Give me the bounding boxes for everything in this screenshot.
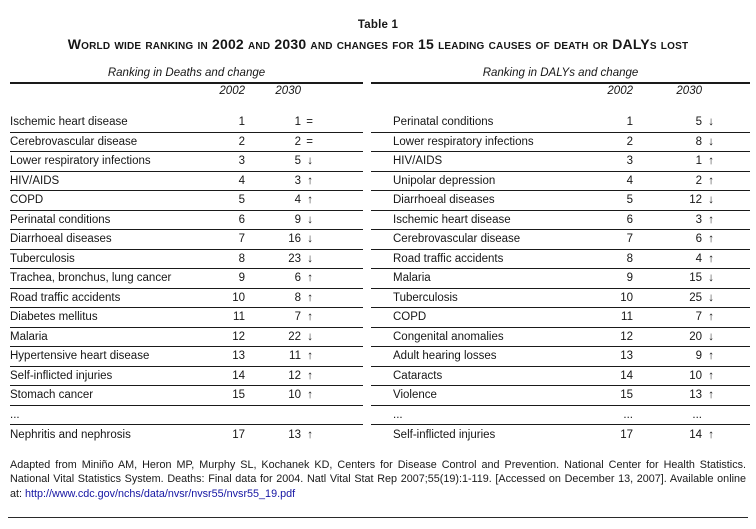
- group-header-dalys: Ranking in DALYs and change: [371, 67, 750, 84]
- table-row: [10, 406, 363, 426]
- rank-2002-cell: 15: [620, 389, 633, 402]
- change-indicator: ↓: [307, 330, 313, 343]
- rank-2030-cell: [258, 233, 363, 245]
- change-indicator: ↑: [708, 369, 714, 382]
- cause-cell: Self-inflicted injuries: [393, 428, 496, 441]
- source-citation: [10, 458, 746, 502]
- rank-2002-cell: 7: [238, 233, 245, 246]
- rank-2030-value: 4: [695, 252, 702, 265]
- deaths-ranking-table: [10, 67, 363, 445]
- cause-cell: HIV/AIDS: [393, 155, 443, 168]
- change-indicator: ↑: [307, 194, 313, 207]
- rank-2002-cell: 1: [626, 116, 633, 129]
- source-citation-text: Adapted from Miniño AM, Heron MP, Murphy SL, Kochanek KD, Centers for Disease Control and Prevention. National Center for Health Statistics. National Vital Statistics System. Deaths: Final data for 2004. Natl Vital Stat Rep 2007;55(19):1-119. [Accessed on December 13, 2007]. Available online at:: [10, 458, 746, 501]
- cause-cell: Self-inflicted injuries: [10, 369, 113, 382]
- rank-2030-value: 9: [294, 213, 301, 226]
- table-row: [371, 152, 750, 172]
- rank-2002-cell: ...: [623, 408, 633, 421]
- change-indicator: ↑: [307, 272, 313, 285]
- rank-2030-cell: [636, 233, 750, 245]
- deaths-table-body: [10, 113, 363, 445]
- change-indicator: ↓: [708, 135, 714, 148]
- change-indicator: ↑: [307, 350, 313, 363]
- table-row: [10, 191, 363, 211]
- rank-2002-cell: 11: [233, 311, 245, 324]
- cause-cell: Trachea, bronchus, lung cancer: [10, 272, 172, 285]
- change-column-spacer: [702, 85, 714, 98]
- table-row: [10, 367, 363, 387]
- table-row: [371, 289, 750, 309]
- ranking-tables: [0, 67, 756, 445]
- rank-2002-cell: 17: [620, 428, 633, 441]
- rank-2030-cell: [258, 311, 363, 323]
- rank-2030-cell: [636, 350, 750, 362]
- cause-cell: Ischemic heart disease: [393, 213, 511, 226]
- rank-2030-value: 16: [288, 233, 301, 246]
- change-indicator: ↑: [708, 350, 714, 363]
- cause-cell: HIV/AIDS: [10, 174, 60, 187]
- rank-2030-value: 8: [294, 291, 301, 304]
- rank-2002-cell: 6: [238, 213, 245, 226]
- rank-2030-value: 3: [695, 213, 702, 226]
- table-row: [371, 211, 750, 231]
- rank-2030-cell: [636, 214, 750, 226]
- change-indicator: =: [306, 135, 313, 148]
- rank-2002-cell: 13: [232, 350, 245, 363]
- rank-2030-value: 2: [695, 174, 702, 187]
- rank-2002-cell: 9: [238, 272, 245, 285]
- cause-column-spacer: [371, 85, 581, 98]
- table-row: [10, 289, 363, 309]
- rank-2030-cell: [258, 136, 363, 148]
- bottom-rule: [8, 517, 748, 518]
- rank-2030-value: 2: [294, 135, 301, 148]
- change-indicator: ↓: [708, 330, 714, 343]
- table-row: [10, 172, 363, 192]
- rank-2030-value: 3: [294, 174, 301, 187]
- rank-2002-cell: 9: [626, 272, 633, 285]
- rank-2030-value: 12: [689, 194, 702, 207]
- rank-2002-cell: 3: [626, 155, 633, 168]
- table-row: [10, 347, 363, 367]
- rank-2002-cell: 14: [232, 369, 245, 382]
- change-indicator: ↓: [307, 155, 313, 168]
- rank-2002-cell: 15: [232, 389, 245, 402]
- change-indicator: ↑: [708, 155, 714, 168]
- cause-cell: Cerebrovascular disease: [10, 135, 138, 148]
- cause-cell: Hypertensive heart disease: [10, 350, 150, 363]
- cause-cell: Congenital anomalies: [393, 330, 504, 343]
- table-row: [371, 172, 750, 192]
- rank-2030-cell: [258, 116, 363, 128]
- cause-cell: Road traffic accidents: [393, 252, 504, 265]
- cause-cell: Road traffic accidents: [10, 291, 121, 304]
- rank-2002-cell: 10: [620, 291, 633, 304]
- col-header-2030-label: 2030: [275, 85, 301, 97]
- rank-2030-value: 8: [695, 135, 702, 148]
- column-header-row: [10, 85, 363, 98]
- table-row: [10, 250, 363, 270]
- table-row: [371, 386, 750, 406]
- rank-2030-cell: [636, 331, 750, 343]
- cause-cell: ...: [393, 408, 403, 421]
- rank-2030-cell: [636, 175, 750, 187]
- rank-2030-value: 5: [294, 155, 301, 168]
- rank-2030-value: 23: [288, 252, 301, 265]
- rank-2030-cell: [636, 409, 750, 421]
- rank-2030-cell: [636, 311, 750, 323]
- rank-2030-cell: [636, 389, 750, 401]
- table-row: [371, 425, 750, 445]
- cause-cell: Tuberculosis: [10, 252, 75, 265]
- rank-2030-value: 12: [288, 369, 301, 382]
- change-indicator: ↑: [708, 389, 714, 402]
- rank-2030-cell: [258, 370, 363, 382]
- rank-2002-cell: 3: [238, 155, 245, 168]
- change-indicator: ↑: [708, 428, 714, 441]
- rank-2030-value: 1: [695, 155, 702, 168]
- rank-2030-cell: [258, 331, 363, 343]
- column-header-row: [371, 85, 750, 98]
- rank-2030-cell: [258, 155, 363, 167]
- cause-cell: Adult hearing losses: [393, 350, 497, 363]
- cause-cell: Violence: [393, 389, 437, 402]
- rank-2030-value: 7: [294, 311, 301, 324]
- cause-cell: Diabetes mellitus: [10, 311, 98, 324]
- rank-2002-cell: 4: [626, 174, 633, 187]
- col-header-2030: [258, 85, 363, 98]
- rank-2030-cell: [258, 350, 363, 362]
- rank-2002-cell: 2: [238, 135, 245, 148]
- rank-2030-cell: [636, 292, 750, 304]
- table-caption: Table 1: [357, 19, 399, 31]
- table-row: [371, 191, 750, 211]
- cause-cell: Perinatal conditions: [10, 213, 111, 226]
- rank-2002-cell: 5: [626, 194, 633, 207]
- rank-2030-value: 13: [288, 428, 301, 441]
- rank-2030-value: 11: [289, 350, 301, 363]
- rank-2030-value: 25: [689, 291, 702, 304]
- rank-2002-cell: 12: [232, 330, 245, 343]
- table-row: [10, 113, 363, 133]
- rank-2002-cell: 2: [626, 135, 633, 148]
- cause-cell: Stomach cancer: [10, 389, 94, 402]
- group-header-deaths: Ranking in Deaths and change: [10, 67, 363, 84]
- rank-2030-cell: [636, 155, 750, 167]
- cause-cell: Unipolar depression: [393, 174, 496, 187]
- cause-cell: ...: [10, 408, 20, 421]
- rank-2002-cell: 5: [238, 194, 245, 207]
- change-indicator: ↑: [708, 213, 714, 226]
- change-indicator: ↓: [307, 233, 313, 246]
- table-row: [10, 425, 363, 445]
- cause-cell: Ischemic heart disease: [10, 116, 128, 129]
- rank-2030-value: ...: [692, 408, 702, 421]
- table-row: [10, 328, 363, 348]
- rank-2030-cell: [258, 389, 363, 401]
- table-row: [371, 367, 750, 387]
- col-header-2030: [636, 85, 750, 98]
- change-indicator: =: [306, 116, 313, 129]
- rank-2030-cell: [636, 136, 750, 148]
- cause-cell: Lower respiratory infections: [10, 155, 151, 168]
- table-row: [371, 113, 750, 133]
- change-column-spacer: [301, 85, 313, 98]
- table-row: [10, 308, 363, 328]
- cause-cell: Cerebrovascular disease: [393, 233, 521, 246]
- cause-cell: Perinatal conditions: [393, 116, 494, 129]
- table-row: [10, 386, 363, 406]
- change-indicator: ↑: [708, 174, 714, 187]
- cause-cell: Malaria: [393, 272, 431, 285]
- col-header-2002: 2002: [607, 85, 633, 97]
- rank-2030-value: 13: [689, 389, 702, 402]
- rank-2030-value: 14: [689, 428, 702, 441]
- rank-2030-value: 6: [695, 233, 702, 246]
- rank-2030-cell: [258, 194, 363, 206]
- dalys-ranking-table: [371, 67, 750, 445]
- cause-cell: Nephritis and nephrosis: [10, 428, 131, 441]
- table-row: [371, 308, 750, 328]
- cause-cell: COPD: [10, 194, 44, 207]
- rank-2030-value: 22: [288, 330, 301, 343]
- rank-2030-value: 4: [294, 194, 301, 207]
- cause-cell: Cataracts: [393, 369, 443, 382]
- cause-cell: Malaria: [10, 330, 48, 343]
- table-title: World wide ranking in 2002 and 2030 and changes for 15 leading causes of death or DALYs lost: [67, 36, 689, 52]
- cause-cell: Tuberculosis: [393, 291, 458, 304]
- rank-2002-cell: 12: [620, 330, 633, 343]
- table-row: [371, 406, 750, 426]
- change-indicator: ↓: [708, 291, 714, 304]
- cause-cell: COPD: [393, 311, 427, 324]
- rank-2030-value: 1: [294, 116, 301, 129]
- rank-2030-cell: [258, 214, 363, 226]
- rank-2002-cell: 13: [620, 350, 633, 363]
- change-indicator: ↓: [708, 272, 714, 285]
- rank-2002-cell: 1: [238, 116, 245, 129]
- table-row: [371, 328, 750, 348]
- change-indicator: ↓: [708, 194, 714, 207]
- table-row: [10, 269, 363, 289]
- rank-2030-cell: [258, 429, 363, 441]
- table-row: [371, 133, 750, 153]
- change-indicator: ↓: [307, 213, 313, 226]
- rank-2002-cell: 14: [620, 369, 633, 382]
- rank-2002-cell: 7: [626, 233, 633, 246]
- rank-2030-cell: [636, 116, 750, 128]
- cause-cell: Diarrhoeal diseases: [10, 233, 112, 246]
- col-header-2002: 2002: [219, 85, 245, 97]
- table-row: [10, 211, 363, 231]
- rank-2030-value: 6: [294, 272, 301, 285]
- rank-2030-value: 7: [695, 311, 702, 324]
- change-indicator: ↑: [307, 389, 313, 402]
- rank-2030-value: 10: [689, 369, 702, 382]
- col-header-2030-label: 2030: [676, 85, 702, 97]
- rank-2002-cell: 10: [232, 291, 245, 304]
- rank-2030-cell: [636, 253, 750, 265]
- change-indicator: ↑: [307, 311, 313, 324]
- change-indicator: ↑: [708, 233, 714, 246]
- rank-2030-cell: [258, 292, 363, 304]
- cause-cell: Lower respiratory infections: [393, 135, 534, 148]
- rank-2002-cell: 17: [232, 428, 245, 441]
- rank-2030-cell: [258, 272, 363, 284]
- rank-2030-value: 20: [689, 330, 702, 343]
- rank-2002-cell: 6: [626, 213, 633, 226]
- rank-2002-cell: 11: [621, 311, 633, 324]
- rank-2002-cell: 8: [626, 252, 633, 265]
- rank-2030-cell: [636, 194, 750, 206]
- rank-2002-cell: 4: [238, 174, 245, 187]
- change-indicator: [702, 409, 714, 421]
- table-row: [371, 250, 750, 270]
- source-link[interactable]: http://www.cdc.gov/nchs/data/nvsr/nvsr55/nvsr55_19.pdf: [25, 488, 296, 501]
- change-indicator: ↑: [307, 174, 313, 187]
- change-indicator: ↑: [307, 428, 313, 441]
- rank-2030-cell: [636, 429, 750, 441]
- change-indicator: ↑: [708, 311, 714, 324]
- rank-2030-value: 5: [695, 116, 702, 129]
- cause-column-spacer: [10, 85, 200, 98]
- table-row: [10, 230, 363, 250]
- rank-2030-cell: [636, 370, 750, 382]
- rank-2030-value: 10: [288, 389, 301, 402]
- dalys-table-body: [371, 113, 750, 445]
- change-indicator: ↓: [307, 252, 313, 265]
- rank-2030-cell: [258, 175, 363, 187]
- table-row: [371, 230, 750, 250]
- change-indicator: ↓: [708, 116, 714, 129]
- change-indicator: ↑: [708, 252, 714, 265]
- cause-cell: Diarrhoeal diseases: [393, 194, 495, 207]
- rank-2002-cell: 8: [238, 252, 245, 265]
- table-row: [10, 152, 363, 172]
- table-row: [371, 269, 750, 289]
- table-row: [371, 347, 750, 367]
- rank-2030-cell: [636, 272, 750, 284]
- rank-2030-value: 9: [695, 350, 702, 363]
- rank-2030-cell: [258, 253, 363, 265]
- change-indicator: ↑: [307, 369, 313, 382]
- table-row: [10, 133, 363, 153]
- rank-2030-value: 15: [689, 272, 702, 285]
- change-indicator: ↑: [307, 291, 313, 304]
